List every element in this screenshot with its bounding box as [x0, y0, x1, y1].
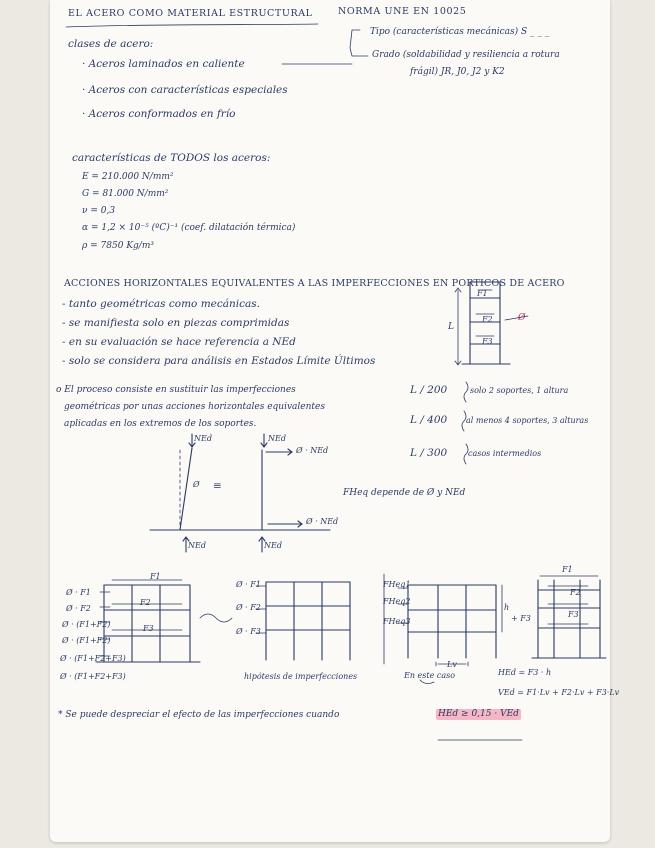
- clase-item: · Aceros con características especiales: [82, 84, 288, 96]
- caracteristicas-heading: características de TODOS los aceros:: [72, 152, 271, 164]
- right-dim-lv: Lv: [447, 660, 457, 669]
- norm-tipo: Tipo (características mecánicas) S _ _ _: [370, 27, 550, 37]
- prop-g: G = 81.000 N/mm²: [82, 189, 169, 199]
- prop-nu: ν = 0,3: [82, 206, 116, 216]
- col-phi-ned-top: Ø · NEd: [296, 446, 329, 455]
- frame-left: [96, 580, 200, 662]
- left-load: Ø · (F1+F2+F3): [60, 672, 126, 681]
- left-f3: F3: [143, 624, 154, 633]
- right-caption: En este caso: [404, 671, 456, 680]
- far-right-f2: F2: [570, 588, 581, 597]
- side-f1: F1: [477, 289, 488, 298]
- clases-heading: clases de acero:: [68, 38, 154, 50]
- ved-equation: VEd = F1·Lv + F2·Lv + F3·Lv: [498, 688, 620, 697]
- hed-equation: HEd = F3 · h: [498, 668, 552, 677]
- right-load: FHeq3: [383, 617, 411, 626]
- mid-load: Ø · F2: [236, 603, 261, 612]
- side-phi: Ø: [518, 313, 526, 323]
- right-load: FHeq1: [383, 580, 411, 589]
- col-ned-top-left: NEd: [194, 434, 212, 443]
- side-dim-l: L: [448, 322, 454, 332]
- frame-right: [384, 574, 502, 684]
- col-phi: Ø: [193, 480, 200, 489]
- col-ned-bottom-left: NEd: [188, 541, 206, 550]
- frame-mid: [256, 582, 350, 660]
- clase-item: · Aceros laminados en caliente: [82, 58, 245, 70]
- left-f2: F2: [140, 598, 151, 607]
- acciones-bullet: - solo se considera para análisis en Estados Límite Últimos: [62, 355, 376, 367]
- far-right-f1: F1: [562, 565, 573, 574]
- left-load: Ø · F2: [66, 604, 91, 613]
- proceso-line: geométricas por unas acciones horizontales equivalentes: [64, 402, 325, 412]
- ratio-desc: casos intermedios: [468, 449, 542, 458]
- left-load: Ø · (F1+F2): [62, 620, 111, 629]
- left-load: Ø · (F1+F2+F3): [60, 654, 126, 663]
- clase-item: · Aceros conformados en frío: [82, 108, 236, 120]
- col-phi-ned-bottom: Ø · NEd: [306, 517, 339, 526]
- page-title: EL ACERO COMO MATERIAL ESTRUCTURAL: [68, 8, 313, 19]
- norm-grado-line1: Grado (soldabilidad y resiliencia a rotura: [372, 50, 560, 60]
- conclusion-text: * Se puede despreciar el efecto de las imperfecciones cuando: [58, 710, 340, 720]
- acciones-heading: ACCIONES HORIZONTALES EQUIVALENTES A LAS IMPERFECCIONES EN PORTICOS DE ACERO: [64, 278, 565, 289]
- col-ned-bottom-right: NEd: [264, 541, 282, 550]
- ratio-desc: al menos 4 soportes, 3 alturas: [466, 416, 589, 425]
- side-f2: F2: [482, 315, 493, 324]
- condition-highlight: HEd ≥ 0,15 · VEd: [438, 709, 519, 719]
- prop-rho: ρ = 7850 Kg/m³: [82, 241, 154, 251]
- ratio-value: L / 400: [410, 414, 448, 426]
- ratio-value: L / 200: [410, 384, 448, 396]
- plus-f3: + F3: [511, 614, 531, 623]
- fheq-note: FHeq depende de Ø y NEd: [343, 488, 466, 498]
- norm-grado-line2: frágil) JR, J0, J2 y K2: [410, 67, 505, 77]
- prop-e: E = 210.000 N/mm²: [82, 172, 174, 182]
- side-frame-diagram: [455, 282, 528, 365]
- prop-alpha: α = 1,2 × 10⁻⁵ (ºC)⁻¹ (coef. dilatación térmica): [82, 223, 296, 233]
- right-load: FHeq2: [383, 597, 411, 606]
- proceso-line: o El proceso consiste en sustituir las imperfecciones: [56, 385, 296, 395]
- mid-load: Ø · F1: [236, 580, 261, 589]
- mid-caption: hipótesis de imperfecciones: [244, 672, 358, 681]
- left-load: Ø · (F1+F2): [62, 636, 111, 645]
- ratio-value: L / 300: [410, 447, 448, 459]
- left-load: Ø · F1: [66, 588, 91, 597]
- right-dim-h: h: [504, 603, 510, 612]
- norm-title: NORMA UNE EN 10025: [338, 6, 467, 17]
- far-right-f3: F3: [568, 610, 579, 619]
- acciones-bullet: - se manifiesta solo en piezas comprimidas: [62, 317, 290, 329]
- col-equiv: ≡: [213, 480, 222, 492]
- col-ned-top-right: NEd: [268, 434, 286, 443]
- proceso-line: aplicadas en los extremos de los soportes.: [64, 419, 257, 429]
- mid-load: Ø · F3: [236, 627, 261, 636]
- acciones-bullet: - tanto geométricas como mecánicas.: [62, 298, 261, 310]
- side-f3: F3: [482, 337, 493, 346]
- frame-far-right: [532, 576, 606, 658]
- column-diagram: [150, 434, 330, 552]
- ratio-desc: solo 2 soportes, 1 altura: [470, 386, 569, 395]
- left-f1: F1: [150, 572, 161, 581]
- acciones-bullet: - en su evaluación se hace referencia a NEd: [62, 336, 296, 348]
